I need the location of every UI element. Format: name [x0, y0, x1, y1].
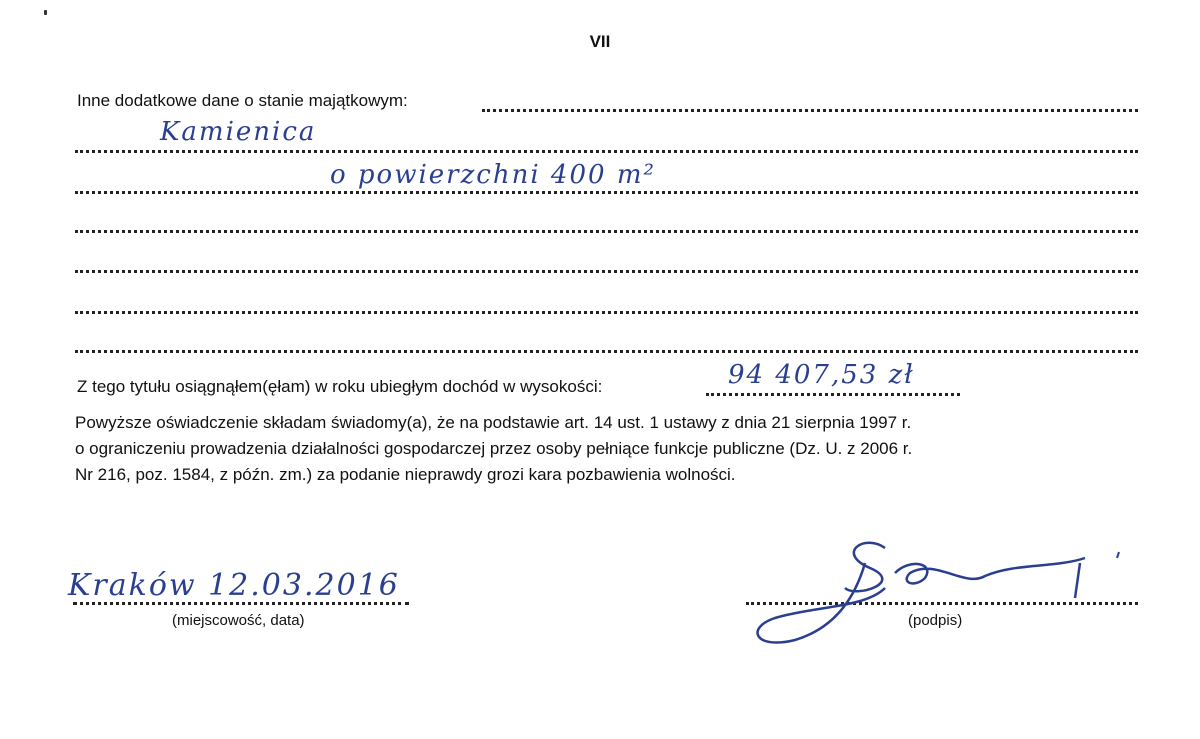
- section-heading: VII: [589, 32, 611, 51]
- handwriting-income: 94 407,53 zł: [728, 360, 915, 390]
- place-date-dotted-line: [73, 602, 409, 605]
- dotted-line-5: [75, 270, 1138, 273]
- dotted-line-3: [75, 191, 1138, 194]
- dotted-line-7: [75, 350, 1138, 353]
- statement-line-2: o ograniczeniu prowadzenia działalności gospodarczej przez osoby pełniące funkcje publiczne (Dz. U. z 2006 r.: [75, 439, 913, 458]
- other-data-label: Inne dodatkowe dane o stanie majątkowym:: [77, 91, 408, 110]
- dotted-line-6: [75, 311, 1138, 314]
- handwriting-place-date: Kraków 12.03.2016: [68, 568, 400, 603]
- dotted-line-4: [75, 230, 1138, 233]
- income-dotted-line: [706, 393, 960, 396]
- handwriting-line-2: o powierzchni 400 m²: [330, 160, 656, 190]
- scan-speck: [44, 10, 47, 15]
- place-date-caption: (miejscowość, data): [172, 612, 305, 629]
- statement-line-3: Nr 216, poz. 1584, z późn. zm.) za podanie nieprawdy grozi kara pozbawienia wolności.: [75, 465, 736, 484]
- dotted-line-1: [482, 109, 1138, 112]
- handwriting-line-1: Kamienica: [160, 117, 317, 147]
- statement-line-1: Powyższe oświadczenie składam świadomy(a), że na podstawie art. 14 ust. 1 ustawy z dnia 21 sierpnia 1997 r.: [75, 413, 912, 432]
- signature-caption: (podpis): [908, 612, 963, 629]
- handwritten-signature: [735, 528, 1135, 658]
- dotted-line-2: [75, 150, 1138, 153]
- income-label: Z tego tytułu osiągnąłem(ęłam) w roku ubiegłym dochód w wysokości:: [77, 377, 603, 396]
